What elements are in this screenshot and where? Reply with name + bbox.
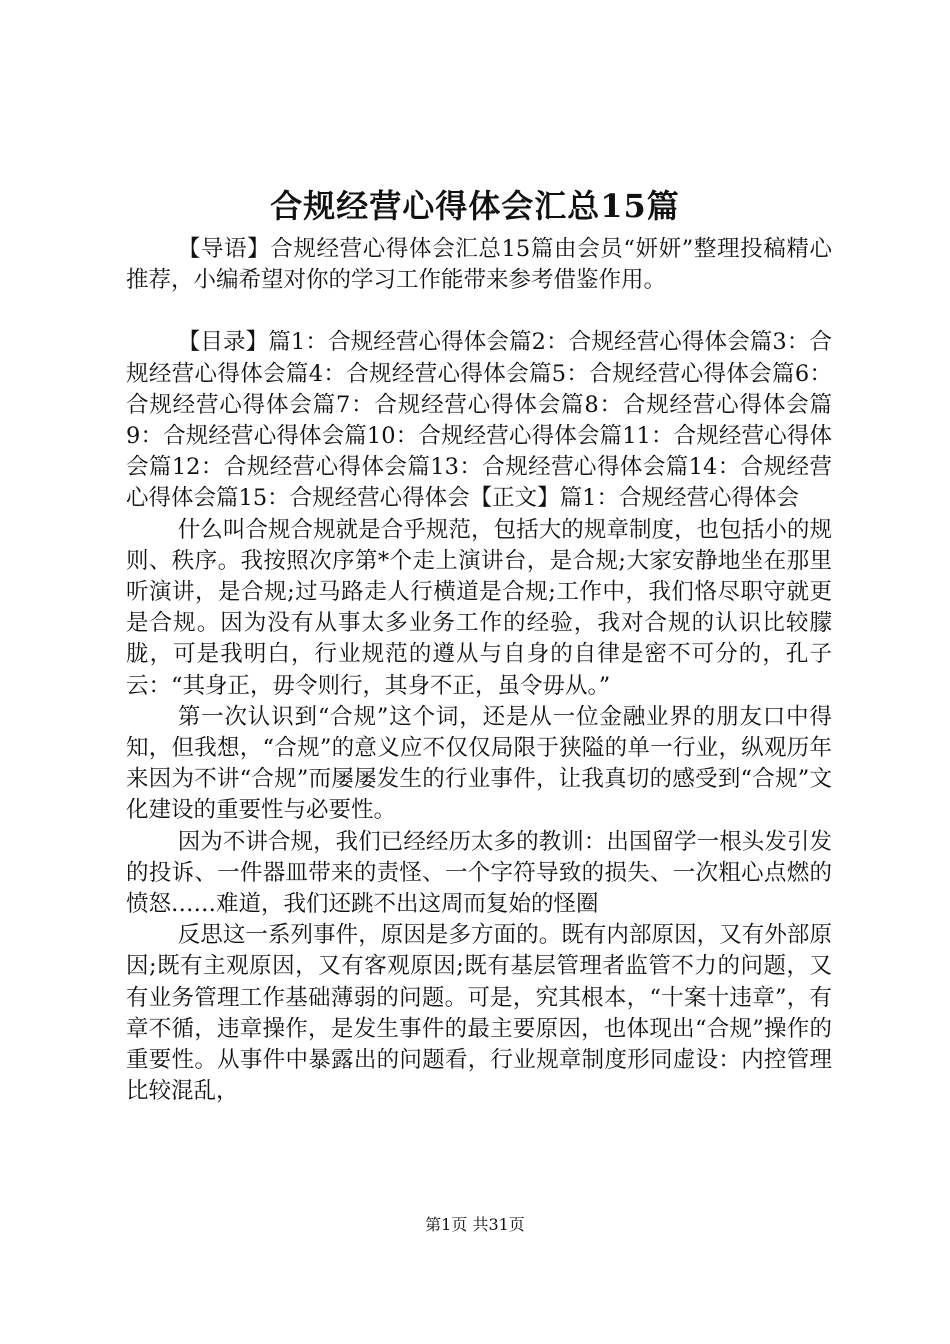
- document-body: [126, 234, 832, 1107]
- body-paragraph-1: 什么叫合规合规就是合乎规范，包括大的规章制度，也包括小的规则、秩序。我按照次序第*个走上演讲台，是合规;大家安静地坐在那里听演讲，是合规;过马路走人行横道是合规;工作中，我们恪尽职守就更是合规。因为没有从事太多业务工作的经验，我对合规的认识比较朦胧，可是我明白，行业规范的遵从与自身的自律是密不可分的，孔子云：“其身正，毋令则行，其身不正，虽令毋从。”: [126, 516, 832, 699]
- document-title: 合规经营心得体会汇总15篇: [270, 187, 680, 225]
- body-paragraph-2: 第一次认识到“合规”这个词，还是从一位金融业界的朋友口中得知，但我想，“合规”的意义应不仅仅局限于狭隘的单一行业，纵观历年来因为不讲“合规”而屡屡发生的行业事件，让我真切的感受到“合规”文化建设的重要性与必要性。: [126, 703, 832, 824]
- paragraph-gap: [126, 296, 832, 327]
- body-paragraph-4: 反思这一系列事件，原因是多方面的。既有内部原因，又有外部原因;既有主观原因，又有客观原因;既有基层管理者监管不力的问题，又有业务管理工作基础薄弱的问题。可是，究其根本，“十案十违章”，有章不循，违章操作，是发生事件的最主要原因，也体现出“合规”操作的重要性。从事件中暴露出的问题看，行业规章制度形同虚设：内控管理比较混乱，: [126, 922, 832, 1105]
- body-paragraph-3: 因为不讲合规，我们已经经历太多的教训：出国留学一根头发引发的投诉、一件器皿带来的责怪、一个字符导致的损失、一次粗心点燃的愤怒……难道，我们还跳不出这周而复始的怪圈: [126, 828, 832, 918]
- toc-paragraph: 【目录】篇1：合规经营心得体会篇2：合规经营心得体会篇3：合规经营心得体会篇4：合规经营心得体会篇5：合规经营心得体会篇6：合规经营心得体会篇7：合规经营心得体会篇8：合规经营心得体会篇9：合规经营心得体会篇10：合规经营心得体会篇11：合规经营心得体会篇12：合规经营心得体会篇13：合规经营心得体会篇14：合规经营心得体会篇15：合规经营心得体会【正文】篇1：合规经营心得体会: [126, 329, 832, 512]
- page-footer: 第1页 共31页: [425, 1215, 525, 1234]
- intro-paragraph: 【导语】合规经营心得体会汇总15篇由会员“妍妍”整理投稿精心推荐，小编希望对你的学习工作能带来参考借鉴作用。: [126, 236, 832, 294]
